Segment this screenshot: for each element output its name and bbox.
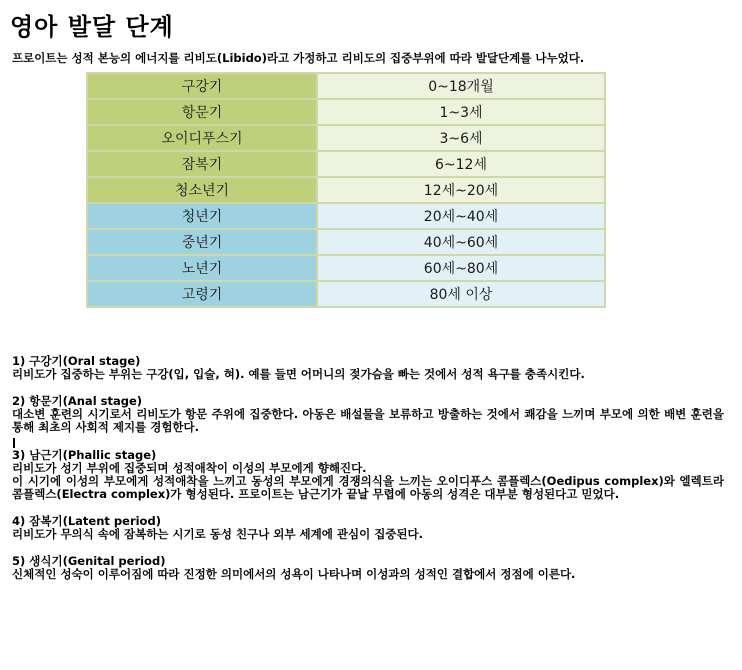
table-row xyxy=(88,282,604,306)
stage-age: 1~3세 xyxy=(318,100,604,124)
table-row xyxy=(88,126,604,150)
section-anal xyxy=(12,395,724,434)
table-row xyxy=(88,230,604,254)
table-row xyxy=(88,152,604,176)
stage-age: 0~18개월 xyxy=(318,74,604,98)
stage-age: 12세~20세 xyxy=(318,178,604,202)
section-body: 리비도가 성기 부위에 집중되며 성적애착이 이성의 부모에게 향해진다. xyxy=(12,461,367,475)
stage-age: 60세~80세 xyxy=(318,256,604,280)
intro-text: 프로이트는 성적 본능의 에너지를 리비도(Libido)라고 가정하고 리비도의 집중부위에 따라 발달단계를 나누었다. xyxy=(12,51,585,65)
section-phallic xyxy=(12,449,724,501)
section-heading: 5) 생식기(Genital period) xyxy=(12,554,166,568)
section-heading: 1) 구강기(Oral stage) xyxy=(12,354,141,368)
stage-age: 6~12세 xyxy=(318,152,604,176)
stage-name: 잠복기 xyxy=(88,152,316,176)
stage-age: 20세~40세 xyxy=(318,204,604,228)
stage-name: 청소년기 xyxy=(88,178,316,202)
stage-name: 노년기 xyxy=(88,256,316,280)
stage-name: 항문기 xyxy=(88,100,316,124)
section-body: 대소변 훈련의 시기로서 리비도가 항문 주위에 집중한다. 아동은 배설물을 보류하고 방출하는 것에서 쾌감을 느끼며 부모에 의한 배변 훈련을 통해 최초의 사회적 제지를 경험한다. xyxy=(12,407,724,434)
stage-age: 80세 이상 xyxy=(318,282,604,306)
section-heading: 3) 남근기(Phallic stage) xyxy=(12,448,157,462)
stage-name: 청년기 xyxy=(88,204,316,228)
table-row xyxy=(88,178,604,202)
table-row xyxy=(88,100,604,124)
text-cursor xyxy=(13,438,15,448)
stage-name: 중년기 xyxy=(88,230,316,254)
page-title: 영아 발달 단계 xyxy=(10,13,174,41)
stage-age: 3~6세 xyxy=(318,126,604,150)
table-row xyxy=(88,256,604,280)
stages-table xyxy=(86,72,606,308)
section-body-continued: 이 시기에 이성의 부모에게 성적애착을 느끼고 동성의 부모에게 경쟁의식을 느끼는 오이디푸스 콤플렉스(Oedipus complex)와 엘렉트라 콤플렉스(Electra complex)가 형성된다. 프로이트는 남근기가 끝날 무렵에 아동의 성격은 대부분 형성된다고 믿었다. xyxy=(12,474,724,501)
table-row xyxy=(88,74,604,98)
section-heading: 4) 잠복기(Latent period) xyxy=(12,514,161,528)
stage-name: 구강기 xyxy=(88,74,316,98)
section-oral xyxy=(12,355,724,381)
section-latent xyxy=(12,515,724,541)
section-body: 리비도가 집중하는 부위는 구강(입, 입술, 혀). 예를 들면 어머니의 젖가슴을 빠는 것에서 성적 욕구를 충족시킨다. xyxy=(12,367,585,381)
stage-name: 고령기 xyxy=(88,282,316,306)
section-genital xyxy=(12,555,724,581)
table-row xyxy=(88,204,604,228)
section-body: 신체적인 성숙이 이루어짐에 따라 진정한 의미에서의 성욕이 나타나며 이성과의 성적인 결합에서 정점에 이른다. xyxy=(12,567,576,581)
section-heading: 2) 항문기(Anal stage) xyxy=(12,394,143,408)
section-body: 리비도가 무의식 속에 잠복하는 시기로 동성 친구나 외부 세계에 관심이 집중된다. xyxy=(12,527,423,541)
stage-name: 오이디푸스기 xyxy=(88,126,316,150)
stage-descriptions xyxy=(12,355,724,595)
stage-age: 40세~60세 xyxy=(318,230,604,254)
